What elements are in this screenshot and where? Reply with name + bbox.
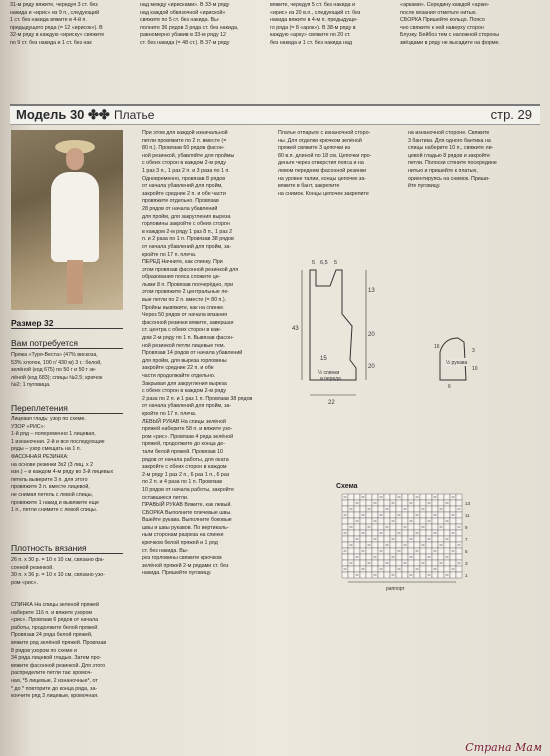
grid-cell bbox=[456, 530, 462, 536]
grid-cell bbox=[408, 506, 414, 512]
materials-text: Пряжа «Туря-Веста» (47% вискоза, 53% хлопок, 100 г/ 430 м) 3 г.: белой, зелёной (код 675) по 50 г и 50 г зе- лёной (код 683); спицы №2,5; крючок №2; 1 пуговица. bbox=[11, 352, 103, 389]
grid-cell bbox=[384, 536, 390, 542]
grid-cell bbox=[348, 548, 354, 554]
model-title: Модель 30 ✤✤ bbox=[16, 107, 110, 122]
top-column-4: «арками». Середину каждой «арки» после вязания отметьте нитью. СБОРКА Пришейте кольцо. Поясо чно свяжите к ней наверху сторон Блузку. Бейбоз тем с наложной стороны звёздами в ряду не высадите на форме. bbox=[400, 2, 500, 46]
grid-cell bbox=[426, 506, 432, 512]
grid-cell bbox=[366, 536, 372, 542]
sleeve-dim-3: 10 bbox=[472, 366, 478, 372]
grid-row-number: 1 bbox=[465, 573, 468, 578]
grid-cell bbox=[414, 524, 420, 530]
grid-cell bbox=[426, 560, 432, 566]
grid-cell bbox=[396, 572, 402, 578]
grid-cell bbox=[348, 512, 354, 518]
grid-cell bbox=[354, 560, 360, 566]
grid-cell bbox=[444, 512, 450, 518]
dim-hip: 15 bbox=[320, 356, 327, 362]
grid-cell bbox=[450, 536, 456, 542]
grid-cell bbox=[372, 548, 378, 554]
patterns-title: Переплетения bbox=[11, 403, 123, 414]
grid-cell bbox=[426, 542, 432, 548]
pattern-schematic bbox=[280, 250, 390, 420]
sleeve-schematic bbox=[434, 330, 494, 390]
grid-cell bbox=[438, 530, 444, 536]
grid-cell bbox=[408, 494, 414, 500]
grid-cell bbox=[420, 530, 426, 536]
grid-cell bbox=[402, 512, 408, 518]
grid-cell bbox=[366, 554, 372, 560]
grid-cell bbox=[378, 542, 384, 548]
grid-cell bbox=[456, 500, 462, 506]
grid-cell bbox=[378, 518, 384, 524]
dim-width: 22 bbox=[328, 400, 335, 406]
grid-cell bbox=[360, 500, 366, 506]
grid-cell bbox=[390, 542, 396, 548]
grid-cell bbox=[390, 494, 396, 500]
grid-cell bbox=[378, 500, 384, 506]
dim-skirt: 20 bbox=[368, 364, 375, 370]
grid-cell bbox=[414, 554, 420, 560]
gauge-title: Плотность вязания bbox=[11, 543, 123, 554]
grid-cell bbox=[396, 524, 402, 530]
grid-row-number: 11 bbox=[465, 513, 470, 518]
grid-cell bbox=[342, 554, 348, 560]
main-instructions: При этом для каждой изначальной петли провяжите по 2 п. вместе (= 80 п.). Провязав 60 рядов фасон- ной резинкой, убавляйте для проймы с обеих сторон в каждом 2-м ряду 1 раз 3 п., 1 раз 2 п. и 3 раза по 1 п. Одновременно, провязав 8 рядов от начала убавлений для пройм, закройте средние 2 п. и обе части провяжите отдельно. Провязав 28 рядов от начала убавлений для пройм, для закругления выреза горловины закройте с обеих сторон в каждом 2-м ряду 1 раз 8 п., 1 раз 2 п. и 2 раза по 1 п. Провязав 38 рядов от начала убавлений для пройм, за- кройте по 17 п. плеча. ПЕРЕД Начните, как спинку. При этом провязав фасонной резинкой для образования пояса сложите це- лыми 8 п. Провязав поочерёдно, при этом провяжите 2 центральные ле- вые петли по 2 п. вместе (= 80 п.). Пройны вывяжите, как на спинке. Через 50 рядов от начала вязания фасонной резинки вяжите, завершая ст. центра с обеих сторон в каж- дом 2-м ряду по 1 п. Вывязав фасон- ной резинкой петли лицевые тем. Провязав 14 рядов от начала убавлений для пройм, для выреза горловины закройте средние 22 п. и обе части продолжайте отдельно. Закрывая для закругления выреза с обеих сторон в каждом 2-м ряду 2 раза по 2 п. и 1 раз 1 п. Провязав 38 рядов от начала убавлений для пройм, за- кройте по 17 п. плеча. ЛЕВЫЙ РУКАВ На спицы зелёной пряжей наберите 58 п. и вяжите узо- ром «рис». Провязав 4 ряда зелёной пряжей, продолжите до конца де- тали белой пряжей. Провязав 10 рядов от начала работы, для оката закройте с обеих сторон в каждом 2-м ряду 1 раз 2 п., 6 раз 1 п., 6 раз по 2 п. и 4 раза по 1 п. Провязав 10 рядов от начала работы, закройте оставшиеся петли. ПРАВЫЙ РУКАВ Вяжите, как левый. СБОРКА Выполните плечевые швы. Вшейте рукава. Выполните боковые швы и швы рукавов. По вертикаль- ным сторонам разреза на спинке крючком белой пряжей и 1 ряд ст. без накида. Вы- рез горловины свяжите крючком зелёной пряжей 2-м рядами ст. без накида. Пришейте пуговицу. bbox=[142, 130, 253, 577]
grid-cell bbox=[348, 536, 354, 542]
grid-cell bbox=[342, 500, 348, 506]
grid-cell bbox=[384, 554, 390, 560]
grid-cell bbox=[438, 536, 444, 542]
grid-cell bbox=[426, 566, 432, 572]
patterns-text: Лицевая гладь: узор по схеме. УЗОР «РИС»: 1-й ряд – попеременно 1 лицевая, 1 изнаночная. 2-й и все последующие ряды – узор смещать на 1 п. ФАСОННАЯ РЕЗИНКА: на основе резинки 3х2 (3 лиц. х 2 изн.) – в каждом 4-м ряду во 3-й лицевых петель выверите 3 п. для этого провяжите 3 п. вместе лицевой, не снимая петель с левой спицы, провяжите 1 накид и вывяжите еще 1 п., петли снимите с левой спицы. bbox=[11, 416, 114, 514]
grid-cell bbox=[342, 518, 348, 524]
grid-cell bbox=[366, 548, 372, 554]
grid-cell bbox=[384, 518, 390, 524]
grid-cell bbox=[360, 554, 366, 560]
grid-cell bbox=[366, 494, 372, 500]
grid-cell bbox=[438, 554, 444, 560]
grid-cell bbox=[366, 512, 372, 518]
dim-top-3: 5 bbox=[334, 260, 338, 266]
grid-cell bbox=[354, 506, 360, 512]
model-header bbox=[10, 104, 540, 125]
grid-cell bbox=[396, 542, 402, 548]
grid-row-number: 7 bbox=[465, 537, 468, 542]
grid-cell bbox=[360, 506, 366, 512]
dress-shape bbox=[51, 172, 99, 262]
grid-cell bbox=[420, 572, 426, 578]
grid-cell bbox=[456, 536, 462, 542]
grid-cell bbox=[396, 500, 402, 506]
grid-cell bbox=[372, 512, 378, 518]
grid-cell bbox=[348, 572, 354, 578]
grid-cell bbox=[396, 536, 402, 542]
grid-row-number: 3 bbox=[465, 561, 468, 566]
grid-cell bbox=[378, 560, 384, 566]
grid-cell bbox=[420, 566, 426, 572]
grid-cell bbox=[402, 554, 408, 560]
finishing-instructions: Платье отпарьте с изнаночной сторо- ны. Для отделки крючком зелёной пряжей свяжите 3 цепочки из 80 в.п. длиной по 18 см. Цепочки про- деньте через отверстия пояса и на левом переднем фасонной резинки на уровне талии, концы цепочек за- вяжите в бант, закрепите на снимок. Концы цепочек закрепите bbox=[278, 130, 372, 197]
grid-cell bbox=[444, 524, 450, 530]
grid-cell bbox=[390, 560, 396, 566]
grid-cell bbox=[402, 548, 408, 554]
grid-cell bbox=[420, 512, 426, 518]
grid-cell bbox=[342, 524, 348, 530]
grid-cell bbox=[348, 518, 354, 524]
dim-armhole: 13 bbox=[368, 288, 375, 294]
grid-cell bbox=[426, 494, 432, 500]
grid-cell bbox=[408, 548, 414, 554]
grid-cell bbox=[450, 524, 456, 530]
grid-cell bbox=[450, 500, 456, 506]
grid-cell bbox=[426, 512, 432, 518]
grid-cell bbox=[438, 512, 444, 518]
grid-cell bbox=[342, 572, 348, 578]
face-shape bbox=[66, 148, 84, 170]
grid-cell bbox=[390, 530, 396, 536]
grid-cell bbox=[402, 500, 408, 506]
grid-cell bbox=[360, 524, 366, 530]
sleeve-label: ½ рукава bbox=[446, 360, 468, 366]
grid-cell bbox=[372, 566, 378, 572]
grid-cell bbox=[420, 548, 426, 554]
page-reference: стр. 29 bbox=[490, 107, 532, 122]
grid-cell bbox=[456, 548, 462, 554]
bows-instructions: на изнаночной стороне. Свяжите 3 бантика. Для одного бантика на спицы наберите 10 п., свяжите ли- цевой гладью 8 рядов и закройте петли. Полоски стяните посередине нитью и пришейте к платью, ориентируясь на снимок. Приши- йте пуговицу. bbox=[408, 130, 497, 190]
size-title: Размер 32 bbox=[11, 318, 123, 329]
grid-cell bbox=[390, 548, 396, 554]
grid-cell bbox=[384, 530, 390, 536]
grid-cell bbox=[366, 500, 372, 506]
sleeve-dim-1: 16 bbox=[434, 344, 440, 350]
grid-cell bbox=[450, 506, 456, 512]
grid-cell bbox=[372, 494, 378, 500]
grid-cell bbox=[444, 566, 450, 572]
grid-cell bbox=[378, 554, 384, 560]
watermark-logo: Страна Мам bbox=[465, 741, 542, 754]
grid-cell bbox=[360, 536, 366, 542]
materials-title: Вам потребуется bbox=[11, 338, 123, 349]
top-column-1: 31-м ряду вяжите, чередуя 3 ст. без накида и «ирис» из 9 п., следующий 1 ст. без накида вяжите в 4-й п. предыдущего ряда (= 12 «ирисок»). В 32-м ряду в каждую «ириску» свяжите по 9 ст. без накида и 1 ст. без нак bbox=[10, 2, 105, 46]
grid-cell bbox=[402, 494, 408, 500]
grid-cell bbox=[348, 494, 354, 500]
grid-cell bbox=[432, 536, 438, 542]
grid-cell bbox=[456, 554, 462, 560]
grid-cell bbox=[408, 566, 414, 572]
grid-cell bbox=[402, 572, 408, 578]
grid-cell bbox=[396, 518, 402, 524]
grid-cell bbox=[456, 512, 462, 518]
grid-cell bbox=[354, 566, 360, 572]
top-column-2: над между «ирисками». В 33-м ряду над каждой обвязочной «ириской» свяжите по 5 ст. без накида. Вы- полните 36 рядов 3 ряда ст. без накида, равномерно убавив в 33-м ряду 12 ст. без накида (= 48 ст.). В 37-м ряду bbox=[140, 2, 239, 46]
rapport-label: раппорт bbox=[386, 586, 405, 592]
grid-cell bbox=[354, 530, 360, 536]
grid-cell bbox=[438, 548, 444, 554]
grid-cell bbox=[420, 500, 426, 506]
grid-cell bbox=[396, 554, 402, 560]
grid-cell bbox=[432, 560, 438, 566]
grid-cell bbox=[384, 572, 390, 578]
grid-cell bbox=[342, 542, 348, 548]
model-photo bbox=[11, 130, 123, 310]
grid-cell bbox=[342, 506, 348, 512]
schematic-label: ½ спинки и переда bbox=[318, 370, 341, 382]
grid-cell bbox=[408, 542, 414, 548]
grid-cell bbox=[408, 512, 414, 518]
grid-cell bbox=[432, 554, 438, 560]
grid-cell bbox=[438, 500, 444, 506]
grid-cell bbox=[384, 548, 390, 554]
legs-shape bbox=[67, 260, 83, 304]
grid-cell bbox=[450, 572, 456, 578]
grid-cell bbox=[390, 512, 396, 518]
grid-cell bbox=[414, 572, 420, 578]
grid-cell bbox=[432, 524, 438, 530]
grid-cell bbox=[456, 518, 462, 524]
grid-cell bbox=[360, 560, 366, 566]
grid-cell bbox=[444, 548, 450, 554]
scheme-grid bbox=[336, 492, 476, 604]
grid-cell bbox=[360, 518, 366, 524]
grid-cell bbox=[402, 536, 408, 542]
grid-cell bbox=[402, 566, 408, 572]
dim-waist: 20 bbox=[368, 332, 375, 338]
grid-cell bbox=[438, 566, 444, 572]
grid-cell bbox=[432, 506, 438, 512]
grid-cell bbox=[450, 560, 456, 566]
grid-cell bbox=[348, 530, 354, 536]
grid-cell bbox=[390, 506, 396, 512]
grid-row-number: 9 bbox=[465, 525, 468, 530]
grid-cell bbox=[348, 500, 354, 506]
grid-cell bbox=[426, 548, 432, 554]
grid-cell bbox=[420, 494, 426, 500]
grid-cell bbox=[414, 518, 420, 524]
sleeve-dim-4: 6 bbox=[448, 384, 451, 390]
grid-cell bbox=[366, 572, 372, 578]
grid-cell bbox=[354, 542, 360, 548]
grid-cell bbox=[444, 494, 450, 500]
grid-cell bbox=[456, 494, 462, 500]
grid-cell bbox=[420, 554, 426, 560]
grid-cell bbox=[360, 572, 366, 578]
grid-cell bbox=[408, 530, 414, 536]
grid-cell bbox=[444, 560, 450, 566]
dim-top-2: 6,5 bbox=[320, 260, 328, 266]
grid-cell bbox=[384, 566, 390, 572]
sleeve-dim-2: 3 bbox=[472, 348, 475, 354]
gauge-text: 26 п. х 30 р. = 10 х 10 см, связано фа- сонной резинкой. 30 п. х 36 р. = 10 х 10 см, связано узо- ром «рис». bbox=[11, 557, 105, 586]
grid-cell bbox=[414, 536, 420, 542]
grid-cell bbox=[360, 542, 366, 548]
grid-cell bbox=[378, 536, 384, 542]
grid-cell bbox=[366, 530, 372, 536]
grid-cell bbox=[420, 536, 426, 542]
grid-cell bbox=[414, 506, 420, 512]
grid-cell bbox=[444, 542, 450, 548]
dim-top-1: 5 bbox=[312, 260, 316, 266]
grid-cell bbox=[414, 560, 420, 566]
grid-cell bbox=[432, 500, 438, 506]
grid-row-number: 5 bbox=[465, 549, 468, 554]
dim-length: 43 bbox=[292, 326, 299, 332]
grid-cell bbox=[432, 518, 438, 524]
grid-cell bbox=[390, 524, 396, 530]
grid-cell bbox=[378, 524, 384, 530]
grid-cell bbox=[342, 536, 348, 542]
grid-cell bbox=[384, 512, 390, 518]
grid-cell bbox=[414, 542, 420, 548]
grid-cell bbox=[396, 560, 402, 566]
grid-cell bbox=[426, 530, 432, 536]
grid-cell bbox=[372, 524, 378, 530]
grid-cell bbox=[420, 518, 426, 524]
grid-cell bbox=[450, 518, 456, 524]
grid-cell bbox=[456, 566, 462, 572]
grid-cell bbox=[402, 530, 408, 536]
grid-cell bbox=[372, 560, 378, 566]
grid-cell bbox=[396, 506, 402, 512]
grid-cell bbox=[438, 518, 444, 524]
grid-cell bbox=[354, 524, 360, 530]
grid-cell bbox=[372, 530, 378, 536]
grid-cell bbox=[354, 512, 360, 518]
grid-cell bbox=[366, 566, 372, 572]
grid-cell bbox=[408, 524, 414, 530]
grid-cell bbox=[432, 542, 438, 548]
grid-cell bbox=[426, 524, 432, 530]
grid-cell bbox=[366, 518, 372, 524]
grid-cell bbox=[384, 494, 390, 500]
grid-cell bbox=[408, 560, 414, 566]
grid-cell bbox=[354, 548, 360, 554]
grid-cell bbox=[348, 554, 354, 560]
grid-cell bbox=[438, 494, 444, 500]
grid-cell bbox=[342, 560, 348, 566]
grid-cell bbox=[432, 572, 438, 578]
grid-cell bbox=[414, 500, 420, 506]
model-type: Платье bbox=[114, 108, 155, 122]
grid-cell bbox=[444, 506, 450, 512]
grid-cell bbox=[444, 530, 450, 536]
grid-cell bbox=[348, 566, 354, 572]
grid-cell bbox=[354, 494, 360, 500]
grid-cell bbox=[402, 518, 408, 524]
top-column-3: вяжите, чередуя 5 ст. без накида и «ирис» из 20 в.п., следующий ст. без накида вяжите в 4-м п. предыдуще- го ряда (= 8 «арок»). В 38-м ряду в каждую «арку» свяжите по 20 ст. без накида и 1 ст. без накида над bbox=[270, 2, 361, 46]
back-instructions: СПИНКА На спицы зеленой пряжей наберите 116 п. и вяжите узором «рис». Провязав 6 рядов от начала работы, продолжите белой пряжей. Провязав 24 ряда белой пряжей, вяжите ряд зелёной пряжей. Провязав 8 рядов узором по схеме и 34 ряда лицевой гладью. Затем про- вяжите фасонной резинкой. Для этого распределите петли так: кромоч- ная, *5 лицевые, 2 изнаночные*, от * до * повторите до конца ряда, за- кончите ряд 3 лицевые, кромочная. bbox=[11, 602, 107, 700]
grid-row-number: 13 bbox=[465, 501, 471, 506]
grid-cell bbox=[438, 572, 444, 578]
grid-cell bbox=[378, 572, 384, 578]
grid-cell bbox=[450, 542, 456, 548]
grid-cell bbox=[450, 554, 456, 560]
scheme-title: Схема bbox=[336, 483, 358, 490]
grid-cell bbox=[372, 506, 378, 512]
grid-cell bbox=[372, 542, 378, 548]
grid-cell bbox=[384, 500, 390, 506]
grid-cell bbox=[378, 506, 384, 512]
grid-cell bbox=[456, 572, 462, 578]
grid-cell bbox=[390, 566, 396, 572]
